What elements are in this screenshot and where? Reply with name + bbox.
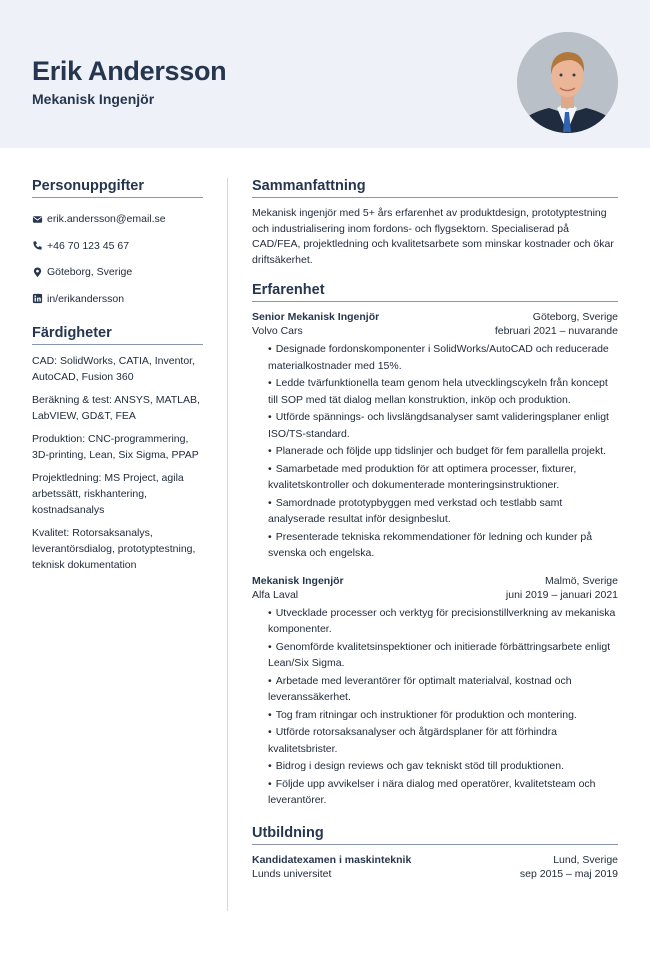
school: Lunds universitet [252,867,332,880]
degree: Kandidatexamen i maskinteknik [252,853,412,866]
contact-location [32,259,203,286]
list-item: • Samordnade prototypbyggen med verkstad och testlabb samt analyserade resultat inför designbeslut. [268,495,618,528]
job-entry [252,574,618,809]
list-item: • Tog fram ritningar och instruktioner för produktion och montering. [268,707,618,724]
avatar [517,32,618,133]
education-heading: Utbildning [252,825,618,845]
contact-text: erik.andersson@email.se [47,213,166,226]
job-bullets [252,341,618,562]
list-item: • Ledde tvärfunktionella team genom hela utvecklingscykeln från koncept till SOP med tät dialog mellan konstruktion, inköp och produktion. [268,375,618,408]
contact-phone[interactable] [32,233,203,260]
list-item: • Planerade och följde upp tidslinjer och budget för fem parallella projekt. [268,443,618,460]
list-item: • Utvecklade processer och verktyg för precisionstillverkning av mekaniska komponenter. [268,605,618,638]
header-banner [0,0,650,148]
job-company: Volvo Cars [252,325,303,337]
skill-item: Produktion: CNC-programmering, 3D-printing, Lean, Six Sigma, PPAP [32,433,199,461]
job-location: Göteborg, Sverige [532,311,618,323]
email-icon [32,214,43,225]
skills-heading: Färdigheter [32,325,203,345]
job-entry [252,310,618,562]
skill-item: Beräkning & test: ANSYS, MATLAB, LabVIEW, GD&T, FEA [32,394,200,422]
skill-item: CAD: SolidWorks, CATIA, Inventor, AutoCAD, Fusion 360 [32,355,195,383]
linkedin-icon [32,293,43,304]
contact-text: +46 70 123 45 67 [47,239,130,252]
job-location: Malmö, Sverige [545,574,618,587]
contact-linkedin[interactable] [32,286,203,313]
list-item: • Designade fordonskomponenter i SolidWorks/AutoCAD och reducerade materialkostnader med 15%. [268,341,618,374]
job-dates: juni 2019 – januari 2021 [505,588,618,601]
education-location: Lund, Sverige [553,853,618,866]
column-divider [227,178,228,911]
contact-heading: Personuppgifter [32,178,203,198]
skill-item: Kvalitet: Rotorsaksanalys, leverantörsdialog, prototyptestning, teknisk dokumentation [32,527,196,571]
job-bullets [252,605,618,809]
list-item: • Arbetade med leverantörer för optimalt materialval, kostnad och leveranssäkerhet. [268,673,618,706]
candidate-name: Erik Andersson [32,56,227,86]
job-role: Senior Mekanisk Ingenjör [252,311,380,323]
list-item: • Genomförde kvalitetsinspektioner och initierade förbättringsarbete enligt Lean/Six Sigma. [268,639,618,672]
contact-email[interactable] [32,206,203,233]
job-company: Alfa Laval [252,588,299,601]
list-item: • Utförde spännings- och livslängdsanalyser samt valideringsplaner enligt ISO/TS-standard. [268,409,618,442]
job-role: Mekanisk Ingenjör [252,574,344,587]
right-column [252,178,618,893]
profile-photo-icon [517,32,618,133]
list-item: • Samarbetade med produktion för att optimera processer, fixturer, kvalitetskontroller och dokumenterade monteringsinstruktioner. [268,461,618,494]
summary-text: Mekanisk ingenjör med 5+ års erfarenhet av produktdesign, prototyptestning och industrialisering inom fordons- och flygsektorn. Specialiserad på CAD/FEA, projektledning och kvalitetsarbete som minskar kostnader och ökar driftsäkerhet. [252,207,614,266]
contact-text: Göteborg, Sverige [47,266,133,279]
skill-item: Projektledning: MS Project, agila arbetssätt, riskhantering, kostnadsanalys [32,472,184,516]
job-title: Mekanisk Ingenjör [32,91,155,107]
job-dates: februari 2021 – nuvarande [494,325,618,337]
summary-heading: Sammanfattning [252,178,618,198]
education-dates: sep 2015 – maj 2019 [519,867,618,880]
education-entry [252,853,618,881]
list-item: • Utförde rotorsaksanalyser och åtgärdsplaner för att förhindra kvalitetsbrister. [268,724,618,757]
phone-icon [32,240,43,251]
left-column [32,178,203,580]
list-item: • Bidrog i design reviews och gav tekniskt stöd till produktionen. [268,758,618,775]
contact-text: in/erikandersson [47,292,125,305]
list-item: • Presenterade tekniska rekommendationer för ledning och kunder på svenska och engelska. [268,529,618,562]
list-item: • Följde upp avvikelser i nära dialog med operatörer, kvalitetsteam och leverantörer. [268,776,618,809]
experience-heading: Erfarenhet [252,282,618,302]
location-icon [32,267,43,278]
